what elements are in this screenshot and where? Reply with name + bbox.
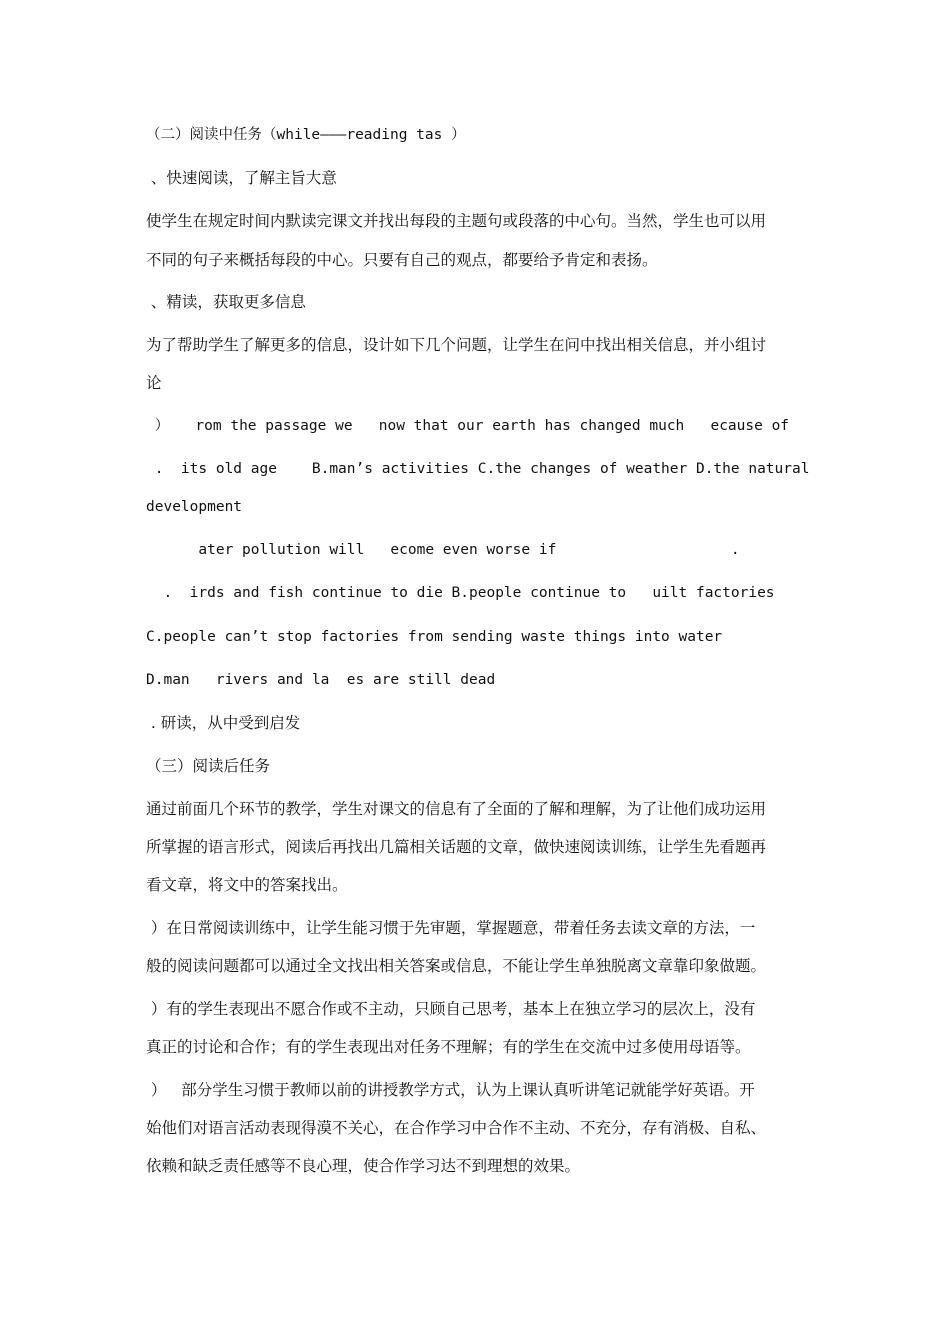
paragraph-line: 所掌握的语言形式，阅读后再找出几篇相关话题的文章，做快速阅读训练，让学生先看题再 bbox=[146, 838, 767, 856]
paragraph-line: 通过前面几个环节的教学，学生对课文的信息有了全面的了解和理解，为了让他们成功运用 bbox=[146, 800, 767, 818]
paragraph-line: 看文章，将文中的答案找出。 bbox=[146, 876, 348, 894]
paragraph-line: 不同的句子来概括每段的中心。只要有自己的观点，都要给予肯定和表扬。 bbox=[146, 251, 658, 269]
subheading-study-reading: . 研读，从中受到启发 bbox=[146, 714, 301, 732]
paragraph-line: 为了帮助学生了解更多的信息，设计如下几个问题，让学生在问中找出相关信息，并小组讨 bbox=[146, 336, 767, 354]
paragraph-line: 真正的讨论和合作；有的学生表现出对任务不理解；有的学生在交流中过多使用母语等。 bbox=[146, 1038, 751, 1056]
paragraph-line: 始他们对语言活动表现得漠不关心，在合作学习中合作不主动、不充分，存有消极、自私、 bbox=[146, 1119, 767, 1137]
question-1-options-cont: development bbox=[146, 499, 243, 515]
question-2-option-c: C.people can’t stop factories from sending waste things into water bbox=[146, 629, 723, 645]
paragraph-line: ） 部分学生习惯于教师以前的讲授教学方式，认为上课认真听讲笔记就能学好英语。开 bbox=[146, 1081, 755, 1099]
question-2: ater pollution will ecome even worse if . bbox=[146, 542, 740, 558]
paragraph-line: ）有的学生表现出不愿合作或不主动，只顾自己思考，基本上在独立学习的层次上，没有 bbox=[146, 1000, 756, 1018]
paragraph-line: ）在日常阅读训练中，让学生能习惯于先审题，掌握题意，带着任务去读文章的方法，一 bbox=[146, 919, 756, 937]
question-2-options: . irds and fish continue to die B.people continue to uilt factories bbox=[146, 585, 775, 601]
subheading-skimming: 、快速阅读，了解主旨大意 bbox=[146, 169, 337, 187]
paragraph-line: 依赖和缺乏责任感等不良心理，使合作学习达不到理想的效果。 bbox=[146, 1157, 581, 1175]
section-heading-while-reading: （二）阅读中任务（while———reading tas ） bbox=[146, 127, 466, 143]
paragraph-line: 使学生在规定时间内默读完课文并找出每段的主题句或段落的中心句。当然，学生也可以用 bbox=[146, 212, 767, 230]
question-1: ） rom the passage we now that our earth has changed much ecause of bbox=[146, 418, 790, 434]
section-heading-post-reading: （三）阅读后任务 bbox=[146, 757, 271, 775]
question-2-option-d: D.man rivers and la es are still dead bbox=[146, 672, 496, 688]
paragraph-line: 论 bbox=[146, 374, 162, 392]
paragraph-line: 般的阅读问题都可以通过全文找出相关答案或信息，不能让学生单独脱离文章靠印象做题。 bbox=[146, 957, 767, 975]
question-1-options: . its old age B.man’s activities C.the changes of weather D.the natural bbox=[146, 461, 810, 477]
subheading-intensive-reading: 、精读，获取更多信息 bbox=[146, 293, 306, 311]
